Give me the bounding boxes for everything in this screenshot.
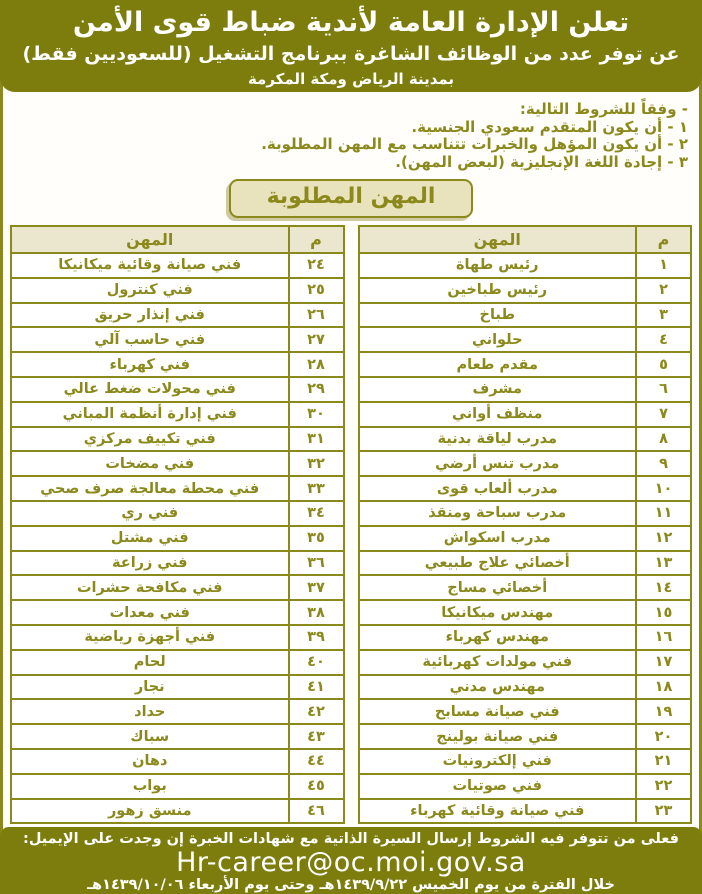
profession-name: فني صيانة وقائية كهرباء [359,799,637,824]
announcement-subtitle: عن توفر عدد من الوظائف الشاغرة ببرنامج التشغيل (للسعوديين فقط) [22,43,680,65]
table-row [359,327,692,352]
row-number: ٢ [636,278,691,303]
table-row [359,575,692,600]
row-number: ١٦ [636,625,691,650]
table-row [359,625,692,650]
profession-name: مهندس مدني [359,675,637,700]
table-row [11,724,344,749]
profession-name: مدرب سباحة ومنقذ [359,501,637,526]
profession-name: مشرف [359,377,637,402]
table-row [11,278,344,303]
row-number: ١٨ [636,675,691,700]
professions-rows-1-23 [359,253,692,823]
row-number: ٣٩ [289,625,344,650]
profession-name: مهندس كهرباء [359,625,637,650]
table-row [11,253,344,278]
row-number: ١٣ [636,551,691,576]
row-number: ٢٧ [289,327,344,352]
column-header-number: م [289,226,344,253]
profession-name: دهان [11,749,289,774]
profession-name: فني أجهزة رياضية [11,625,289,650]
row-number: ٤٤ [289,749,344,774]
profession-name: فني تكييف مركزي [11,427,289,452]
row-number: ٤٢ [289,699,344,724]
table-row [359,303,692,328]
row-number: ٢١ [636,749,691,774]
row-number: ٢٢ [636,774,691,799]
table-row [11,675,344,700]
row-number: ٧ [636,402,691,427]
professions-tables [0,225,702,824]
row-number: ٣٤ [289,501,344,526]
profession-name: فني إلكترونيات [359,749,637,774]
table-row [11,451,344,476]
row-number: ٣٧ [289,575,344,600]
table-row [11,377,344,402]
profession-name: طباخ [359,303,637,328]
profession-name: فني مولدات كهربائية [359,650,637,675]
row-number: ٢٦ [289,303,344,328]
column-header-number: م [636,226,691,253]
row-number: ٣١ [289,427,344,452]
profession-name: نجار [11,675,289,700]
profession-name: فني حاسب آلي [11,327,289,352]
table-row [11,749,344,774]
profession-name: فني مشتل [11,526,289,551]
row-number: ١٧ [636,650,691,675]
condition-item-3: ٣ - إجادة اللغة الإنجليزية (لبعض المهن). [395,152,688,171]
row-number: ٤١ [289,675,344,700]
table-header-row [359,226,692,253]
profession-name: فني صيانة بولينج [359,724,637,749]
row-number: ٤٠ [289,650,344,675]
profession-name: مقدم طعام [359,352,637,377]
table-row [359,476,692,501]
conditions-section [0,92,702,171]
profession-name: رئيس طهاة [359,253,637,278]
row-number: ٣٠ [289,402,344,427]
header-banner [0,0,702,92]
table-row [359,501,692,526]
table-row [359,699,692,724]
table-row [11,476,344,501]
profession-name: أخصائي مساج [359,575,637,600]
profession-name: بواب [11,774,289,799]
table-row [11,699,344,724]
table-row [11,625,344,650]
table-row [359,427,692,452]
row-number: ٣٨ [289,600,344,625]
left-edge-border [0,0,3,894]
profession-name: فني معدات [11,600,289,625]
row-number: ٣٣ [289,476,344,501]
table-row [359,650,692,675]
row-number: ٣ [636,303,691,328]
professions-table-1-23 [358,225,693,824]
table-row [11,650,344,675]
row-number: ١٥ [636,600,691,625]
announcement-title: تعلن الإدارة العامة لأندية ضباط قوى الأمن [72,7,630,38]
profession-name: أخصائي علاج طبيعي [359,551,637,576]
profession-name: منظف أواني [359,402,637,427]
table-row [359,749,692,774]
profession-name: فني مضخات [11,451,289,476]
table-row [359,774,692,799]
row-number: ٢٤ [289,253,344,278]
table-row [359,377,692,402]
row-number: ١٢ [636,526,691,551]
table-header-row [11,226,344,253]
profession-name: مدرب تنس أرضي [359,451,637,476]
announcement-cities: بمدينة الرياض ومكة المكرمة [247,70,455,88]
table-row [11,774,344,799]
table-row [11,551,344,576]
professions-table-24-46 [10,225,345,824]
table-row [11,799,344,824]
profession-name: فني إدارة أنظمة المباني [11,402,289,427]
profession-name: مهندس ميكانيكا [359,600,637,625]
table-row [11,402,344,427]
profession-name: منسق زهور [11,799,289,824]
row-number: ٢٨ [289,352,344,377]
row-number: ٣٢ [289,451,344,476]
profession-name: فني ري [11,501,289,526]
condition-item-2: ٢ - أن يكون المؤهل والخبرات تتناسب مع المهن المطلوبة. [261,135,688,153]
profession-name: مدرب ألعاب قوى [359,476,637,501]
row-number: ٢٣ [636,799,691,824]
table-row [359,675,692,700]
application-period: خلال الفترة من يوم الخميس ١٤٣٩/٩/٢٢هـ وحتى يوم الأربعاء ١٤٣٩/١٠/٠٦هـ [87,877,615,893]
profession-name: فني إنذار حريق [11,303,289,328]
table-row [359,352,692,377]
required-professions-heading: المهن المطلوبة [229,179,474,218]
footer-banner [0,827,702,894]
row-number: ٤٣ [289,724,344,749]
row-number: ٢٩ [289,377,344,402]
table-row [11,352,344,377]
profession-name: مدرب اسكواش [359,526,637,551]
column-header-profession: المهن [11,226,289,253]
profession-name: حلواني [359,327,637,352]
row-number: ٤ [636,327,691,352]
column-header-profession: المهن [359,226,637,253]
table-row [359,724,692,749]
table-row [11,501,344,526]
table-row [359,526,692,551]
row-number: ١٤ [636,575,691,600]
table-row [11,600,344,625]
table-row [359,799,692,824]
profession-name: فني زراعة [11,551,289,576]
profession-name: فني كنترول [11,278,289,303]
profession-name: فني كهرباء [11,352,289,377]
profession-name: فني محولات ضغط عالي [11,377,289,402]
row-number: ٤٥ [289,774,344,799]
apply-instructions: فعلى من تتوفر فيه الشروط إرسال السيرة الذاتية مع شهادات الخبرة إن وجدت على الإيميل: [23,831,679,847]
row-number: ١١ [636,501,691,526]
row-number: ٦ [636,377,691,402]
conditions-intro: - وفقاً للشروط التالية: [519,100,688,118]
row-number: ١ [636,253,691,278]
profession-name: مدرب لياقة بدنية [359,427,637,452]
table-row [11,427,344,452]
table-row [359,278,692,303]
row-number: ١٩ [636,699,691,724]
condition-item-1: ١ - أن يكون المتقدم سعودي الجنسية. [411,117,688,136]
table-row [359,600,692,625]
table-row [359,402,692,427]
profession-name: رئيس طباخين [359,278,637,303]
row-number: ١٠ [636,476,691,501]
profession-name: فني صيانة مسابح [359,699,637,724]
row-number: ٢٥ [289,278,344,303]
profession-name: حداد [11,699,289,724]
row-number: ٣٥ [289,526,344,551]
table-row [11,575,344,600]
profession-name: سباك [11,724,289,749]
profession-name: لحام [11,650,289,675]
profession-name: فني مكافحة حشرات [11,575,289,600]
table-row [11,526,344,551]
row-number: ٢٠ [636,724,691,749]
row-number: ٨ [636,427,691,452]
table-row [359,451,692,476]
table-row [359,253,692,278]
table-row [359,551,692,576]
row-number: ٣٦ [289,551,344,576]
row-number: ٥ [636,352,691,377]
profession-name: فني صيانة وقائية ميكانيكا [11,253,289,278]
table-row [11,303,344,328]
profession-name: فني صوتيات [359,774,637,799]
row-number: ٩ [636,451,691,476]
table-row [11,327,344,352]
row-number: ٤٦ [289,799,344,824]
profession-name: فني محطة معالجة صرف صحي [11,476,289,501]
contact-email: Hr-career@oc.moi.gov.sa [176,847,526,878]
professions-rows-24-46 [11,253,344,823]
